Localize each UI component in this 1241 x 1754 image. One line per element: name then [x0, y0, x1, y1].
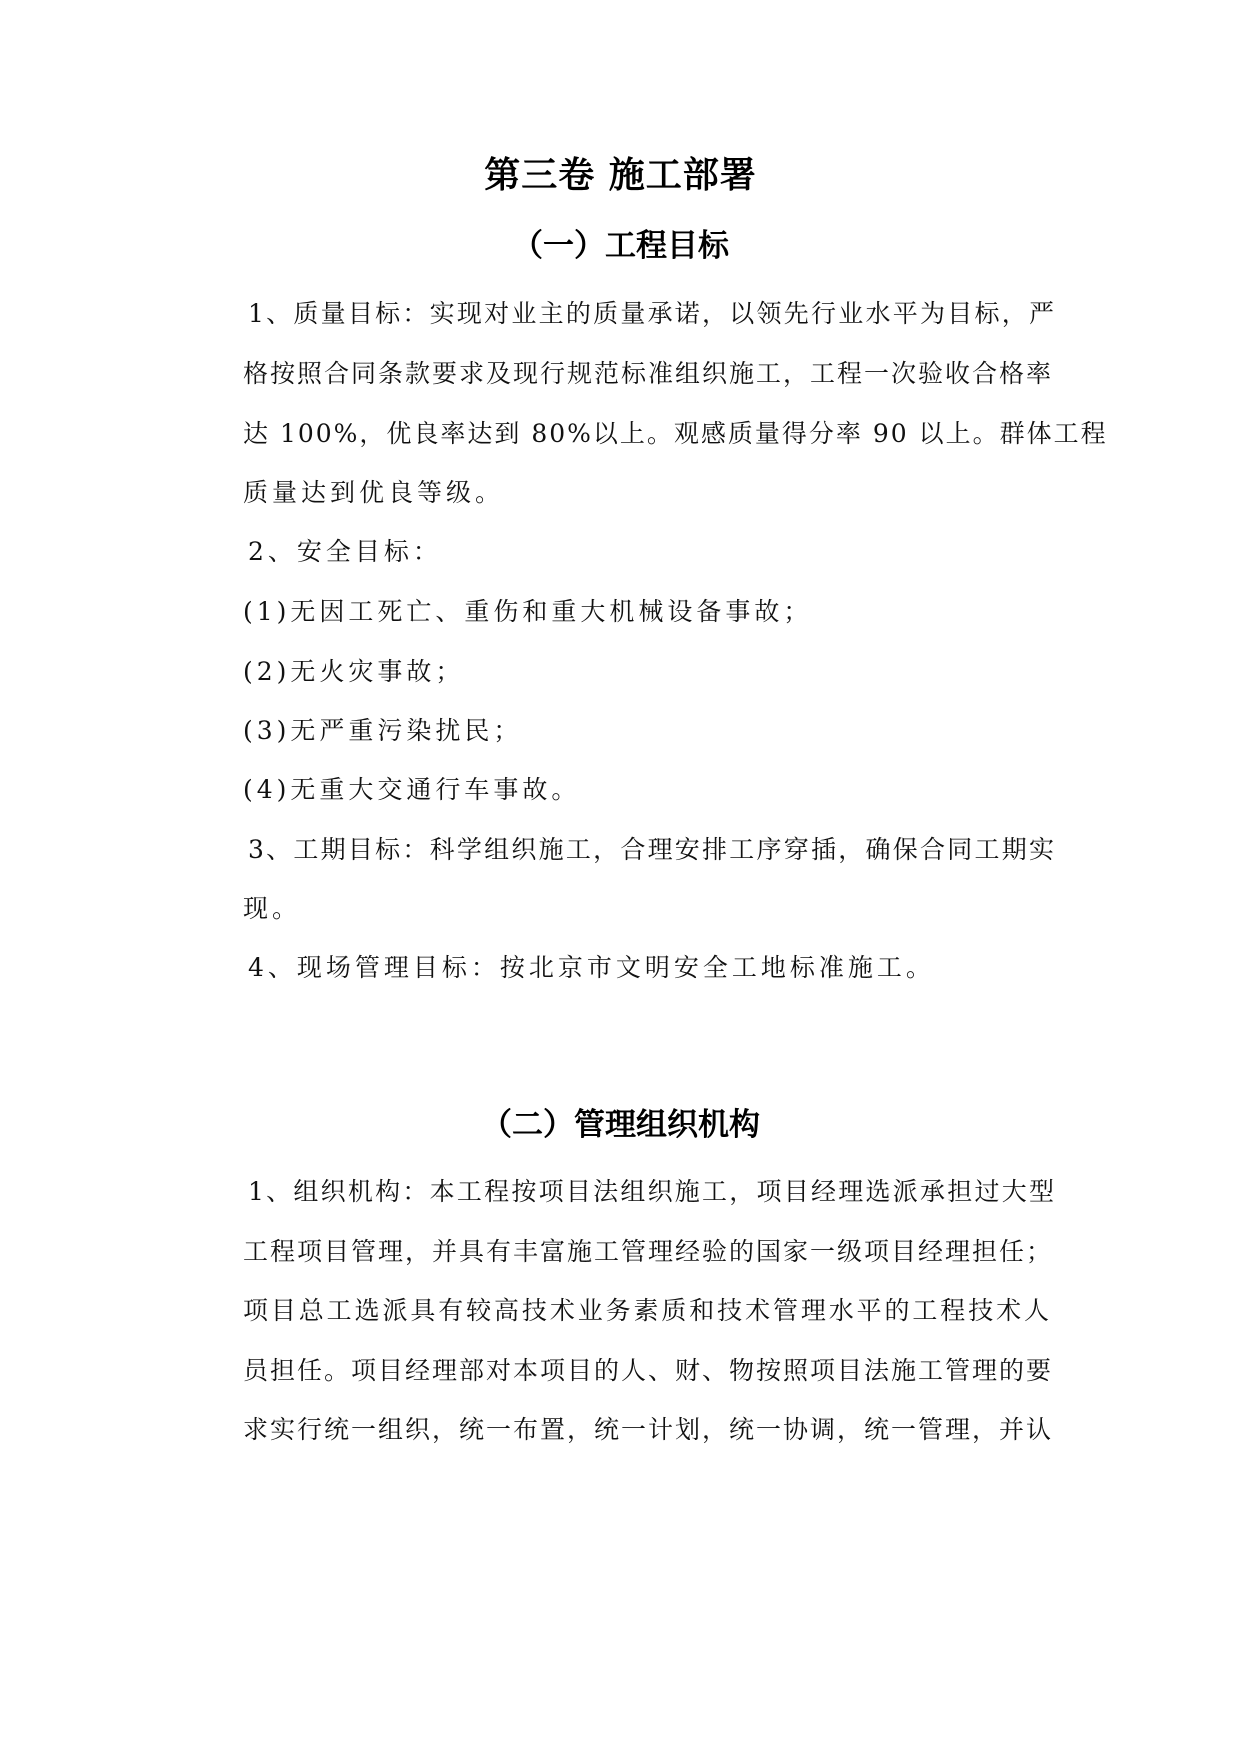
section-heading-goals: （一）工程目标	[512, 228, 729, 264]
list-item: (4)无重大交通行车事故。	[243, 775, 581, 804]
paragraph-line: 格按照合同条款要求及现行规范标准组织施工，工程一次验收合格率	[243, 359, 1054, 388]
list-item: (1)无因工死亡、重伤和重大机械设备事故；	[243, 597, 813, 626]
paragraph-line: 1、质量目标：实现对业主的质量承诺，以领先行业水平为目标，严	[248, 299, 1056, 328]
list-item: (2)无火灾事故；	[243, 657, 465, 686]
paragraph-line: 达 100%，优良率达到 80%以上。观感质量得分率 90 以上。群体工程	[243, 419, 1108, 448]
paragraph-line: 工程项目管理，并具有丰富施工管理经验的国家一级项目经理担任；	[243, 1237, 1054, 1266]
paragraph-line: 3、工期目标：科学组织施工，合理安排工序穿插，确保合同工期实	[248, 835, 1056, 864]
paragraph-line: 项目总工选派具有较高技术业务素质和技术管理水平的工程技术人	[243, 1296, 1051, 1325]
paragraph-line: 质量达到优良等级。	[243, 478, 505, 507]
paragraph-line: 1、组织机构：本工程按项目法组织施工，项目经理选派承担过大型	[248, 1177, 1056, 1206]
paragraph-line: 4、现场管理目标：按北京市文明安全工地标准施工。	[248, 953, 935, 982]
paragraph-line: 2、安全目标：	[248, 537, 442, 566]
paragraph-line: 求实行统一组织，统一布置，统一计划，统一协调，统一管理，并认	[243, 1415, 1054, 1444]
list-item: (3)无严重污染扰民；	[243, 716, 523, 745]
paragraph-line: 现。	[243, 894, 302, 923]
volume-title: 第三卷 施工部署	[484, 155, 757, 196]
paragraph-line: 员担任。项目经理部对本项目的人、财、物按照项目法施工管理的要	[243, 1356, 1054, 1385]
section-heading-organization: （二）管理组织机构	[481, 1107, 760, 1143]
